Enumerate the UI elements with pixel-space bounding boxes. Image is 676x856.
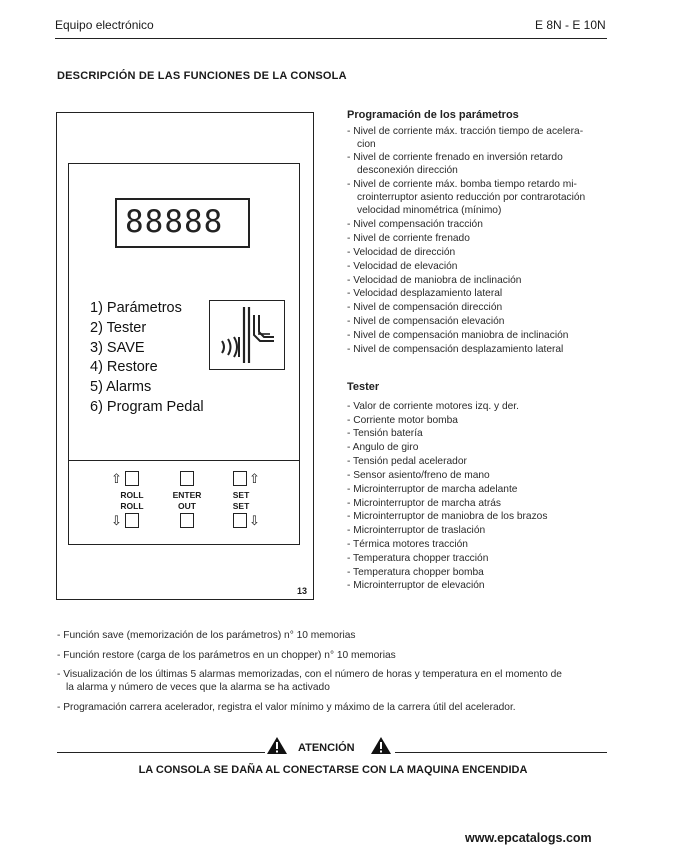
list-item: - Angulo de giro [347, 442, 419, 453]
list-item: - Nivel compensación tracción [347, 219, 483, 230]
arrow-up-icon: ⇧ [249, 471, 260, 486]
list-item: crointerruptor asiento reducción por contrarotación [357, 192, 586, 203]
enter-label: ENTER [172, 490, 202, 500]
programacion-title: Programación de los parámetros [347, 109, 519, 121]
list-item: - Visualización de los últimas 5 alarmas memorizadas, con el número de horas y temperatura en el momento de [57, 669, 562, 680]
list-item: - Velocidad de dirección [347, 247, 456, 258]
list-item: - Nivel de compensación desplazamiento lateral [347, 344, 564, 355]
list-item: - Velocidad de maniobra de inclinación [347, 275, 522, 286]
list-item: - Corriente motor bomba [347, 415, 458, 426]
list-item: - Térmica motores tracción [347, 539, 468, 550]
arrow-up-icon: ⇧ [111, 471, 122, 486]
list-item: - Valor de corriente motores izq. y der. [347, 401, 519, 412]
list-item: velocidad minométrica (mínimo) [357, 205, 502, 216]
list-item: - Microinterruptor de marcha atrás [347, 498, 501, 509]
arrow-down-icon: ⇩ [111, 513, 122, 528]
menu-item-save: 3) SAVE [90, 339, 145, 356]
list-item: - Función restore (carga de los parámetros en un chopper) n° 10 memorias [57, 650, 396, 661]
menu-item-tester: 2) Tester [90, 319, 147, 336]
set-down-label: SET [232, 501, 250, 511]
menu-item-restore: 4) Restore [90, 359, 158, 376]
keypad-divider [68, 460, 300, 461]
warning-triangle-icon [370, 736, 392, 760]
connector-plug-icon [210, 301, 283, 368]
list-item: - Velocidad desplazamiento lateral [347, 288, 503, 299]
menu-item-alarms: 5) Alarms [90, 379, 152, 396]
list-item: - Nivel de compensación elevación [347, 316, 505, 327]
header-right-model: E 8N - E 10N [535, 18, 606, 32]
set-up-label: SET [232, 490, 250, 500]
list-item: - Nivel de corriente máx. tracción tiempo de acelera- [347, 126, 584, 137]
list-item: - Microinterruptor de marcha adelante [347, 484, 518, 495]
list-item: - Nivel de compensación maniobra de inclinación [347, 330, 569, 341]
list-item: - Nivel de corriente frenado [347, 233, 470, 244]
set-up-key[interactable] [233, 471, 247, 486]
list-item: - Tensión pedal acelerador [347, 456, 467, 467]
tester-title: Tester [347, 381, 380, 393]
list-item: - Sensor asiento/freno de mano [347, 470, 490, 481]
warning-text: LA CONSOLA SE DAÑA AL CONECTARSE CON LA MAQUINA ENCENDIDA [138, 764, 528, 776]
enter-key[interactable] [180, 471, 194, 486]
set-down-key[interactable] [233, 513, 247, 528]
list-item: - Tensión batería [347, 428, 423, 439]
list-item: - Programación carrera acelerador, registra el valor mínimo y máximo de la carrera útil del acelerador. [57, 702, 516, 713]
roll-down-key[interactable] [125, 513, 139, 528]
console-menu [90, 299, 204, 418]
list-item: - Microinterruptor de maniobra de los brazos [347, 511, 548, 522]
list-item: - Nivel de corriente frenado en inversión retardo [347, 152, 563, 163]
section-title: DESCRIPCIÓN DE LAS FUNCIONES DE LA CONSOLA [57, 70, 347, 82]
list-item: - Nivel de corriente máx. bomba tiempo retardo mi- [347, 179, 577, 190]
figure-number: 13 [297, 586, 308, 596]
arrow-down-icon: ⇩ [249, 513, 260, 528]
list-item: cion [357, 139, 376, 150]
header-left-title: Equipo electrónico [55, 18, 154, 32]
list-item: - Microinterruptor de elevación [347, 580, 485, 591]
warning-triangle-icon [266, 736, 288, 760]
footer-url[interactable]: www.epcatalogs.com [465, 831, 592, 845]
out-key[interactable] [180, 513, 194, 528]
list-item: - Velocidad de elevación [347, 261, 458, 272]
menu-item-program-pedal: 6) Program Pedal [90, 398, 204, 415]
list-item: - Temperatura chopper bomba [347, 567, 484, 578]
roll-up-label: ROLL [120, 490, 144, 500]
connector-logo [209, 300, 285, 370]
warning-rule-right [395, 752, 607, 753]
list-item: - Nivel de compensación dirección [347, 302, 503, 313]
list-item: - Función save (memorización de los parámetros) n° 10 memorias [57, 630, 356, 641]
menu-item-parametros: 1) Parámetros [90, 300, 182, 316]
list-item: desconexión dirección [357, 165, 458, 176]
header-rule [55, 38, 607, 39]
warning-rule-left [57, 752, 265, 753]
out-label: OUT [178, 501, 196, 511]
display-digits: 88888 [125, 204, 224, 240]
roll-down-label: ROLL [120, 501, 144, 511]
list-item: la alarma y número de veces que la alarma se ha activado [66, 682, 330, 693]
roll-up-key[interactable] [125, 471, 139, 486]
list-item: - Microinterruptor de traslación [347, 525, 486, 536]
list-item: - Temperatura chopper tracción [347, 553, 489, 564]
warning-title: ATENCIÓN [298, 742, 355, 754]
